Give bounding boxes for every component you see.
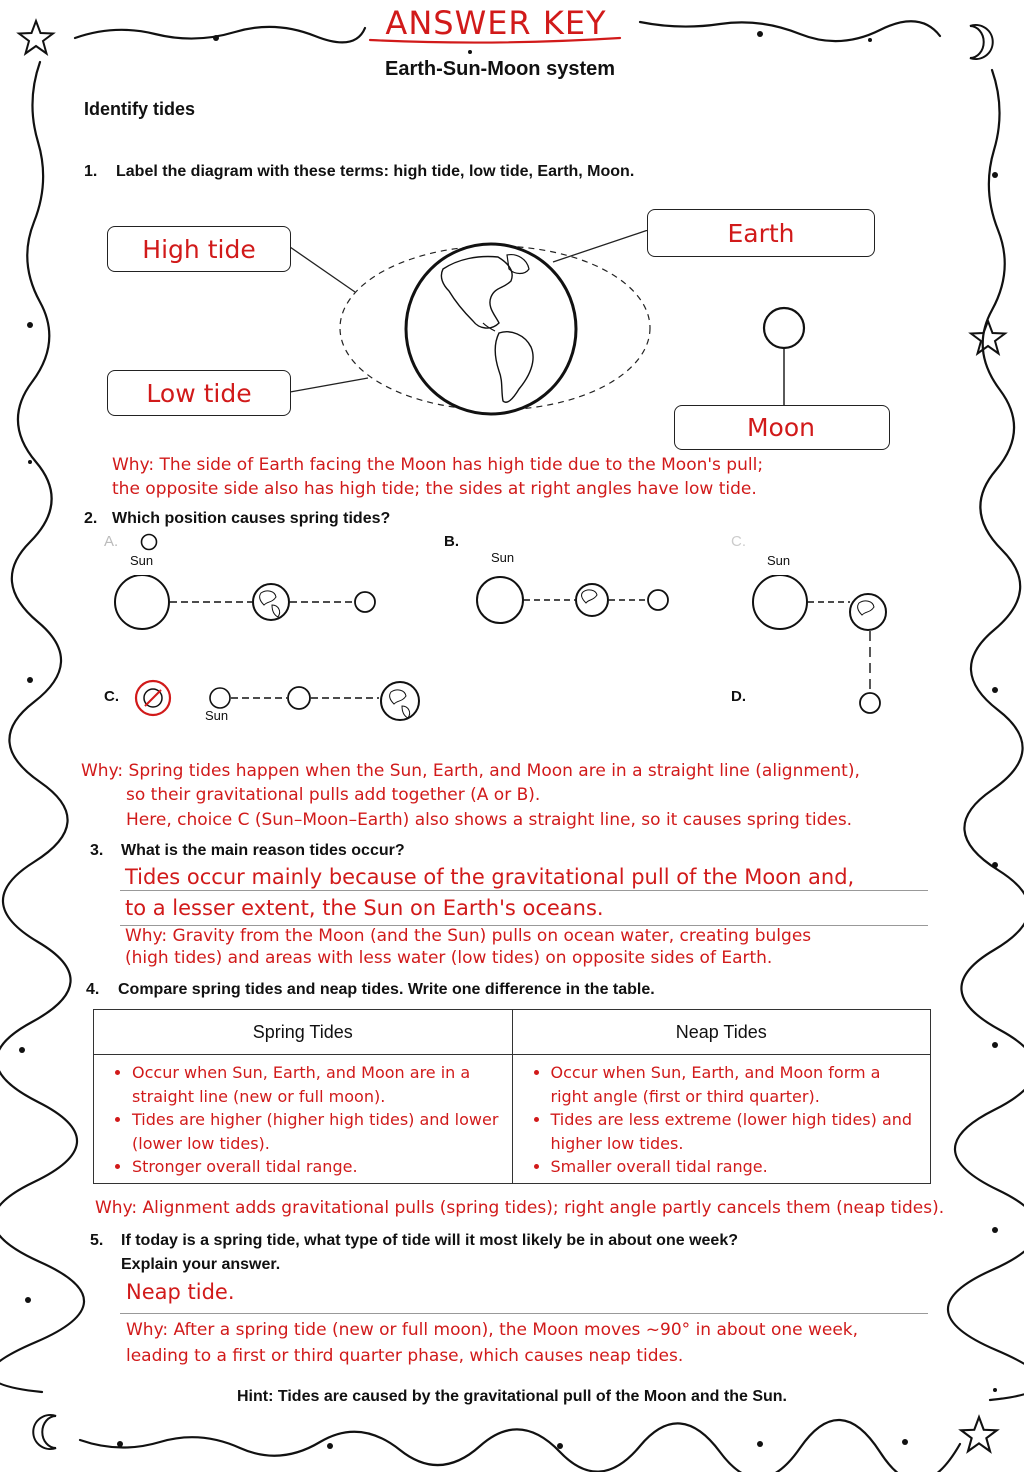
table-list-item: • Tides are less extreme (lower high tides) and higher low tides. — [551, 1108, 921, 1155]
option-c-diagram — [205, 680, 425, 726]
label-low-tide: Low tide — [107, 370, 291, 416]
table-list-item: • Smaller overall tidal range. — [551, 1155, 921, 1179]
q4-number: 4. — [86, 981, 100, 998]
q2-why-line3: Here, choice C (Sun–Moon–Earth) also shows a straight line, so it causes spring tides. — [126, 810, 853, 830]
option-c-selected-radio[interactable] — [133, 678, 173, 718]
star-icon — [958, 1414, 1000, 1456]
section-title: Identify tides — [84, 99, 196, 119]
q3-number: 3. — [90, 842, 104, 859]
q2-prompt: Which position causes spring tides? — [112, 510, 391, 527]
label-moon: Moon — [674, 405, 890, 450]
table-list-item: • Stronger overall tidal range. — [132, 1155, 502, 1179]
q5-number: 5. — [90, 1232, 104, 1249]
table-list-item: • Occur when Sun, Earth, and Moon form a right angle (first or third quarter). — [551, 1061, 921, 1108]
option-a-diagram — [112, 575, 382, 635]
q3-answer-rule — [120, 890, 928, 891]
option-b-letter: B. — [444, 533, 459, 550]
spring-tides-cell — [94, 1055, 513, 1184]
answer-key-title: ANSWER KEY — [385, 4, 607, 42]
q3-why-line2: (high tides) and areas with less water (low tides) on opposite sides of Earth. — [125, 948, 773, 968]
q3-answer-line1: Tides occur mainly because of the gravitational pull of the Moon and, — [125, 865, 855, 889]
page-subtitle: Earth-Sun-Moon system — [384, 58, 616, 80]
crescent-moon-icon — [960, 22, 996, 62]
q4-why: Why: Alignment adds gravitational pulls (spring tides); right angle partly cancels them (neap tides). — [95, 1198, 945, 1218]
option-c-top-sun-label: Sun — [767, 553, 791, 568]
crescent-moon-icon — [30, 1412, 66, 1452]
q5-answer-rule — [120, 1313, 928, 1314]
option-c-letter: C. — [104, 688, 119, 705]
option-a-sun-label: Sun — [130, 553, 154, 568]
q5-why-line1: Why: After a spring tide (new or full moon), the Moon moves ~90° in about one week, — [126, 1320, 859, 1340]
star-icon — [968, 318, 1008, 358]
star-icon — [16, 18, 56, 58]
q3-prompt: What is the main reason tides occur? — [121, 842, 405, 859]
q1-number: 1. — [84, 163, 98, 180]
q5-why-line2: leading to a first or third quarter phase, which causes neap tides. — [126, 1346, 684, 1366]
option-b-diagram — [475, 575, 675, 627]
q1-why-line2: the opposite side also has high tide; the sides at right angles have low tide. — [112, 479, 757, 499]
q1-why-line1: Why: The side of Earth facing the Moon has high tide due to the Moon's pull; — [112, 455, 764, 475]
table-list-item: • Tides are higher (higher high tides) and lower (lower low tides). — [132, 1108, 502, 1155]
option-a-letter: A. — [104, 533, 119, 550]
q5-answer: Neap tide. — [126, 1280, 235, 1304]
option-a-radio[interactable] — [140, 533, 158, 551]
q5-prompt-line1: If today is a spring tide, what type of tide will it most likely be in about one week? — [121, 1232, 738, 1249]
tides-comparison-table — [93, 1009, 931, 1184]
q2-number: 2. — [84, 510, 98, 527]
q1-prompt: Label the diagram with these terms: high tide, low tide, Earth, Moon. — [116, 163, 635, 180]
q3-answer-line2: to a lesser extent, the Sun on Earth's oceans. — [125, 896, 604, 920]
label-earth: Earth — [647, 209, 875, 257]
option-c-sun-label: Sun — [205, 708, 229, 723]
option-d-letter: D. — [731, 688, 746, 705]
option-c-top-diagram — [750, 575, 900, 720]
table-list-item: • Occur when Sun, Earth, and Moon are in a straight line (new or full moon). — [132, 1061, 502, 1108]
q3-why-line1: Why: Gravity from the Moon (and the Sun) pulls on ocean water, creating bulges — [125, 926, 812, 946]
option-b-sun-label: Sun — [491, 550, 515, 565]
label-high-tide: High tide — [107, 226, 291, 272]
q2-why-line1: Why: Spring tides happen when the Sun, Earth, and Moon are in a straight line (alignment), — [81, 761, 860, 781]
neap-tides-cell — [512, 1055, 931, 1184]
earth-globe-icon — [403, 241, 579, 417]
option-c-top-letter: C. — [731, 533, 746, 550]
q2-why-line2: so their gravitational pulls add together (A or B). — [126, 785, 541, 805]
q5-prompt-line2: Explain your answer. — [121, 1256, 281, 1273]
spring-tides-header: Spring Tides — [94, 1010, 513, 1055]
neap-tides-header: Neap Tides — [512, 1010, 931, 1055]
hint-text: Hint: Tides are caused by the gravitational pull of the Moon and the Sun. — [237, 1388, 787, 1405]
q4-prompt: Compare spring tides and neap tides. Write one difference in the table. — [118, 981, 655, 998]
